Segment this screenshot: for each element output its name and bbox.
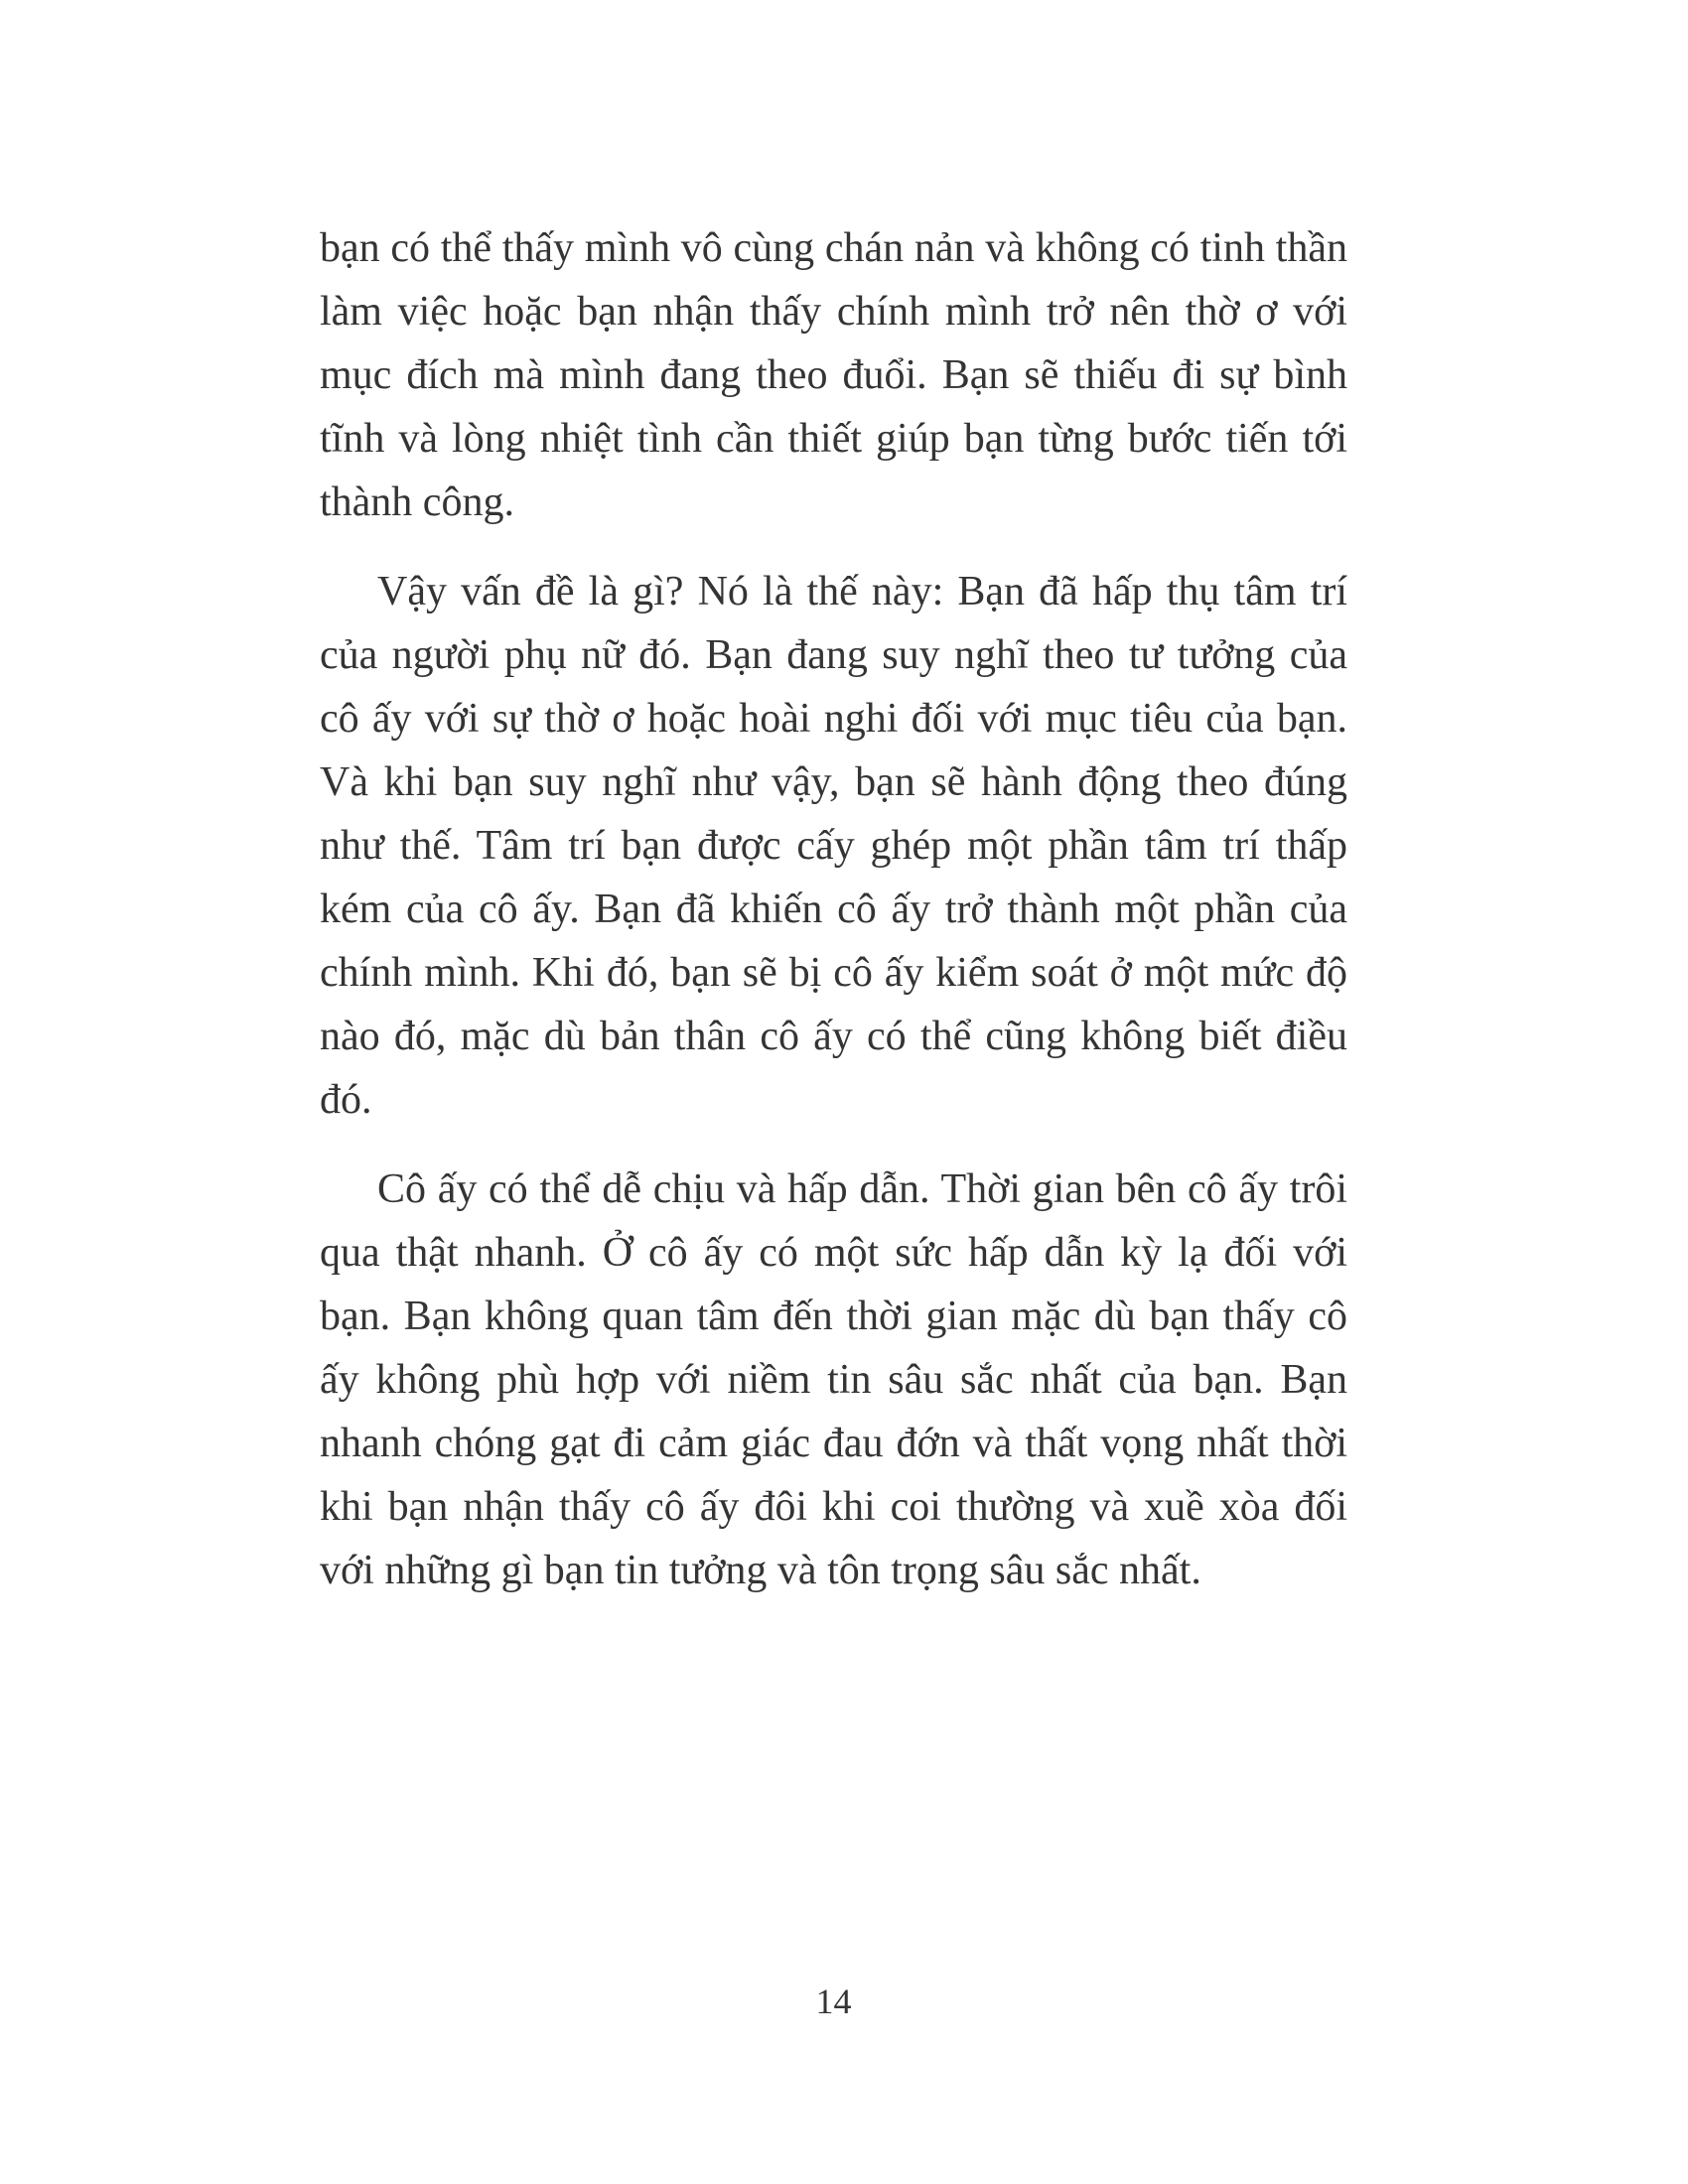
paragraph-3: Cô ấy có thể dễ chịu và hấp dẫn. Thời gian bên cô ấy trôi qua thật nhanh. Ở cô ấy có một sức hấp dẫn kỳ lạ đối với bạn. Bạn không quan tâm đến thời gian mặc dù bạn thấy cô ấy không phù hợp với niềm tin sâu sắc nhất của bạn. Bạn nhanh chóng gạt đi cảm giác đau đớn và thất vọng nhất thời khi bạn nhận thấy cô ấy đôi khi coi thường và xuề xòa đối với những gì bạn tin tưởng và tôn trọng sâu sắc nhất. (320, 1166, 1347, 1593)
page-number: 14 (815, 1981, 852, 2021)
paragraph-2: Vậy vấn đề là gì? Nó là thế này: Bạn đã hấp thụ tâm trí của người phụ nữ đó. Bạn đang suy nghĩ theo tư tưởng của cô ấy với sự thờ ơ hoặc hoài nghi đối với mục tiêu của bạn. Và khi bạn suy nghĩ như vậy, bạn sẽ hành động theo đúng như thế. Tâm trí bạn được cấy ghép một phần tâm trí thấp kém của cô ấy. Bạn đã khiến cô ấy trở thành một phần của chính mình. Khi đó, bạn sẽ bị cô ấy kiểm soát ở một mức độ nào đó, mặc dù bản thân cô ấy có thể cũng không biết điều đó. (320, 569, 1347, 1123)
body-text (320, 216, 1347, 1628)
paragraph-1: bạn có thể thấy mình vô cùng chán nản và không có tinh thần làm việc hoặc bạn nhận thấy chính mình trở nên thờ ơ với mục đích mà mình đang theo đuổi. Bạn sẽ thiếu đi sự bình tĩnh và lòng nhiệt tình cần thiết giúp bạn từng bước tiến tới thành công. (320, 225, 1347, 525)
